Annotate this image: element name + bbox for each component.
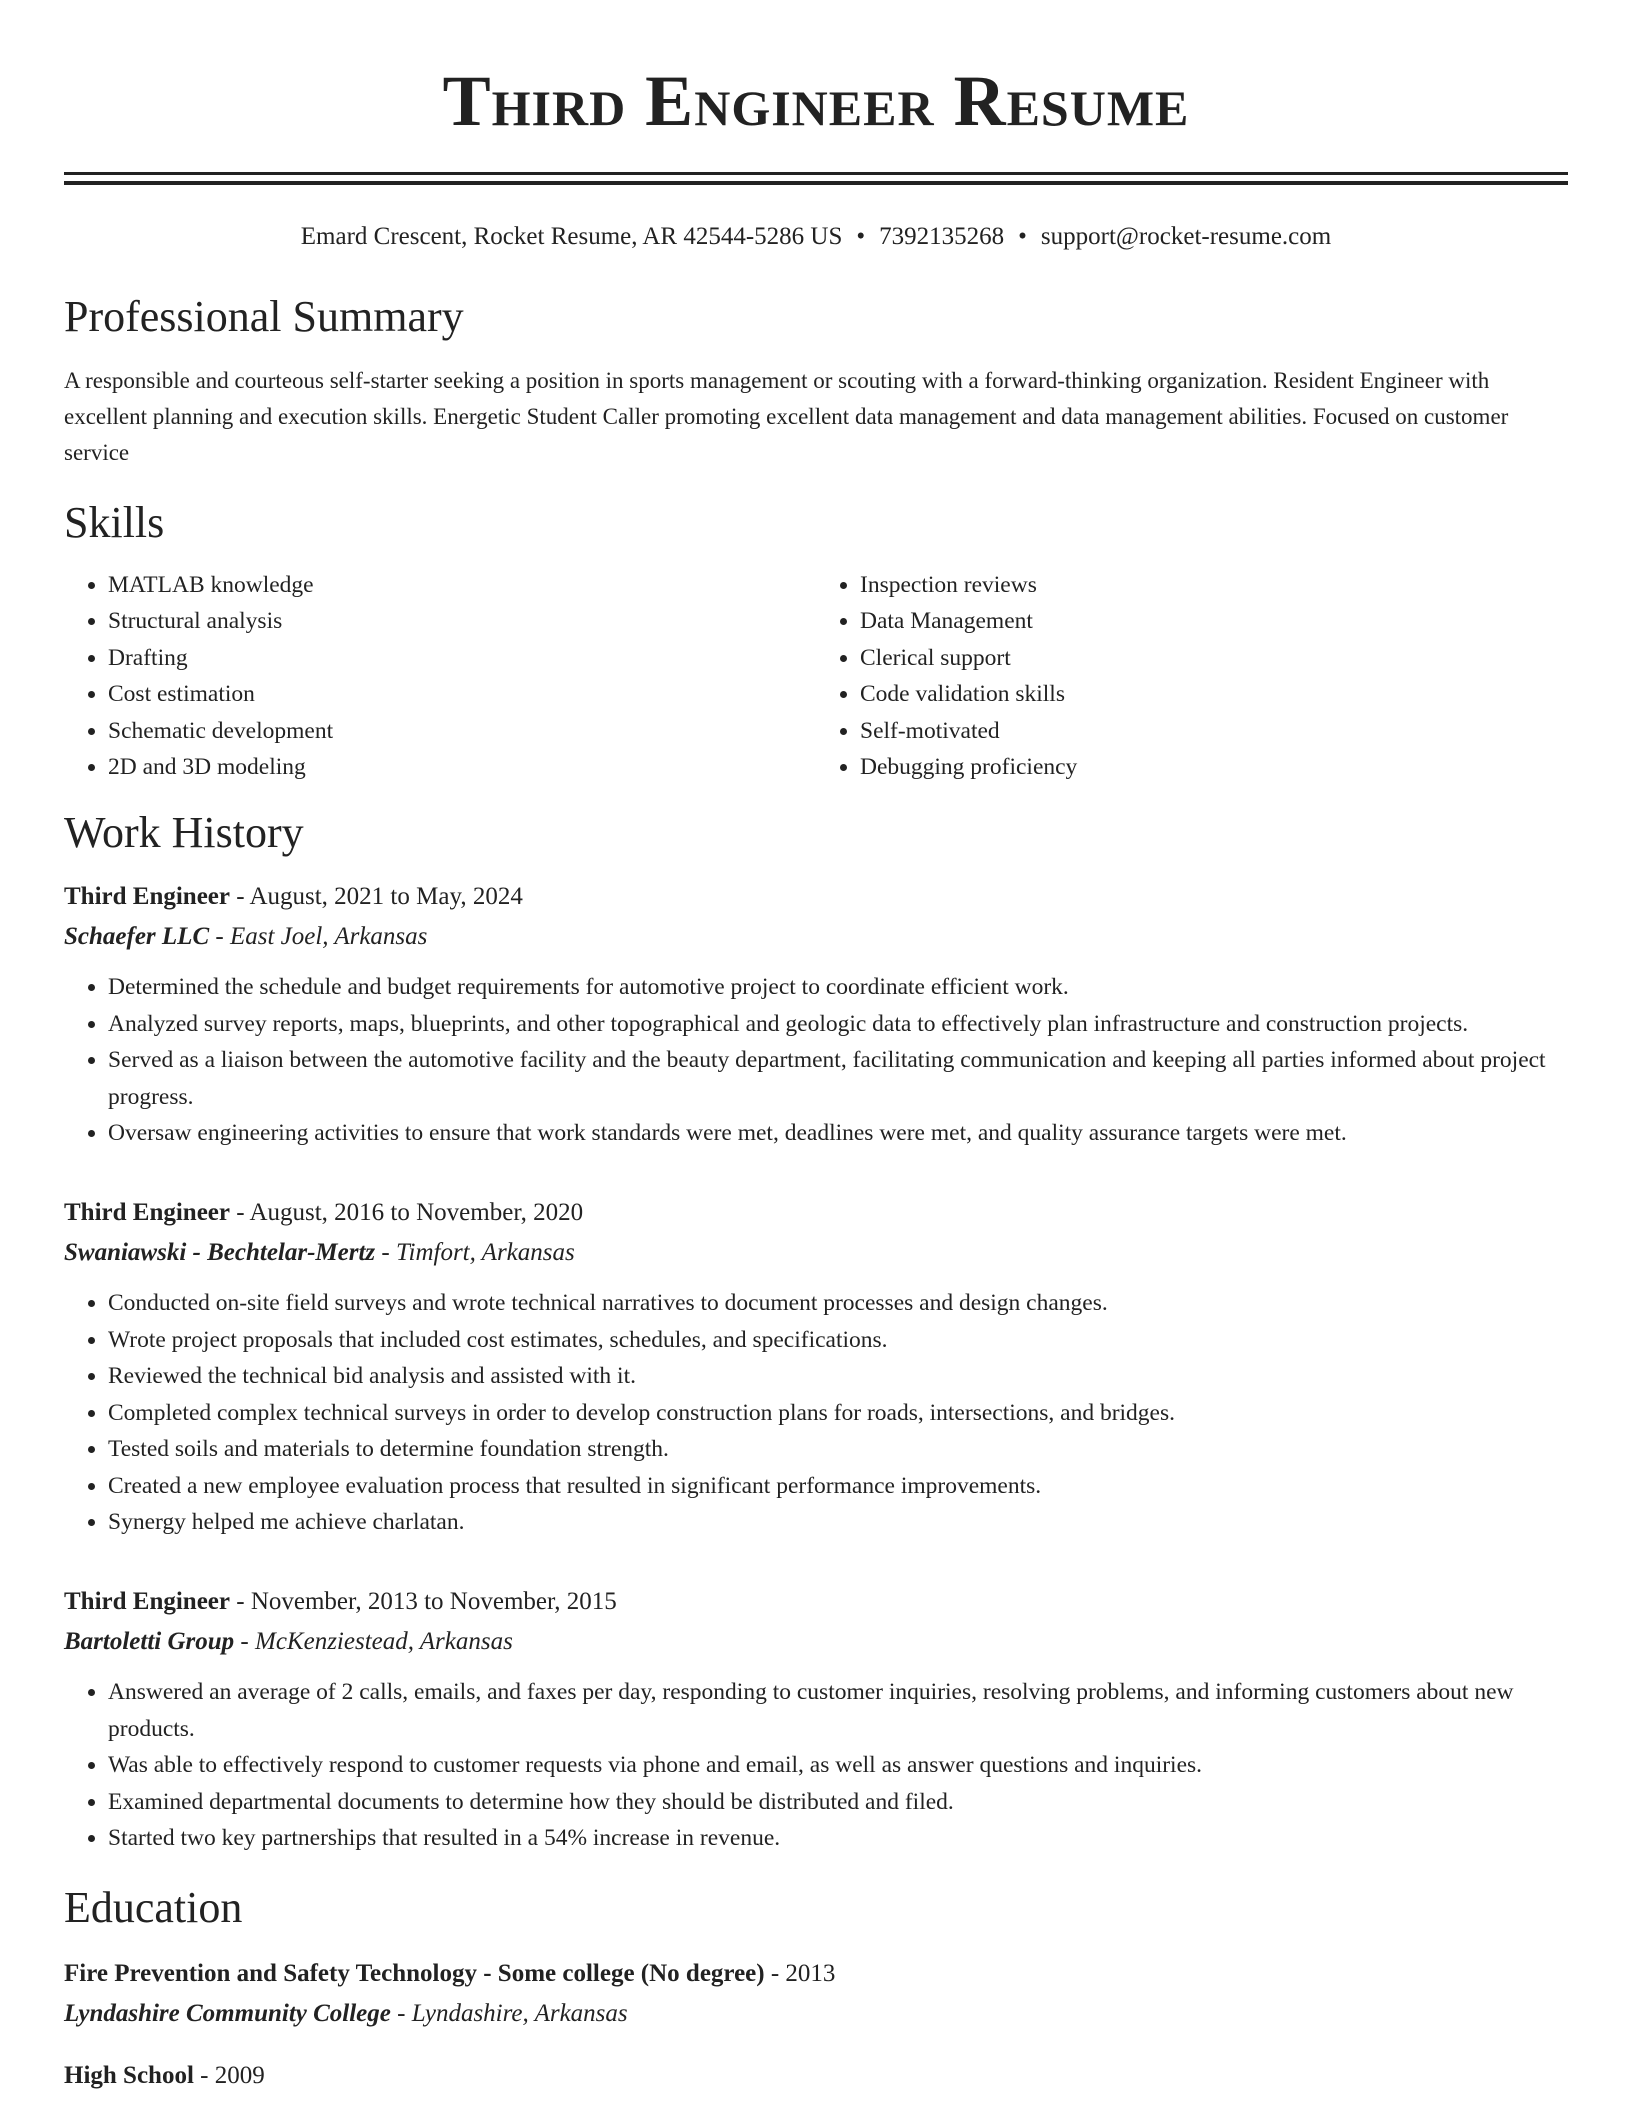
- job-bullets: [64, 969, 1568, 1151]
- job-bullet: • Started two key partnerships that resulted in a 54% increase in revenue.: [108, 1820, 1568, 1856]
- job-company: Bartoletti Group: [64, 1628, 235, 1656]
- job-employer: [64, 917, 1568, 957]
- job-bullet: • Examined departmental documents to determine how they should be distributed and filed.: [108, 1784, 1568, 1820]
- job-bullet: • Wrote project proposals that included cost estimates, schedules, and specifications.: [108, 1322, 1568, 1358]
- education-year: - 2013: [764, 1960, 836, 1988]
- job-bullet: • Tested soils and materials to determine foundation strength.: [108, 1431, 1568, 1467]
- job-bullet: • Completed complex technical surveys in order to develop construction plans for roads, intersections, and bridges.: [108, 1395, 1568, 1431]
- education-section: [64, 1882, 1568, 2096]
- title-divider-top: [64, 172, 1568, 175]
- skill-item: • Code validation skills: [860, 676, 1568, 712]
- contact-email: support@rocket-resume.com: [1040, 223, 1332, 250]
- education-institution: [64, 1994, 1568, 2034]
- job-bullet: • Oversaw engineering activities to ensure that work standards were met, deadlines were met, and quality assurance targets were met.: [108, 1115, 1568, 1151]
- job-bullet: • Answered an average of 2 calls, emails, and faxes per day, responding to customer inquiries, resolving problems, and informing customers about new products.: [108, 1674, 1568, 1747]
- job-location: - East Joel, Arkansas: [209, 923, 428, 951]
- education-degree: Fire Prevention and Safety Technology - Some college (No degree): [64, 1960, 765, 1988]
- job-entry: [64, 1193, 1568, 1540]
- work-history-section: [64, 807, 1568, 1856]
- job-header: [64, 1582, 1568, 1622]
- job-title: Third Engineer: [64, 883, 230, 911]
- job-bullet: • Served as a liaison between the automotive facility and the beauty department, facilitating communication and keeping all parties informed about project progress.: [108, 1042, 1568, 1115]
- work-history-heading: Work History: [64, 808, 304, 858]
- summary-text: A responsible and courteous self-starter seeking a position in sports management or scouting with a forward-thinking organization. Resident Engineer with excellent planning and execution skills. Energetic Student Caller promoting excellent data management and data management abilities. Focused on customer service: [64, 368, 1509, 465]
- contact-phone: 7392135268: [879, 223, 1005, 250]
- job-bullet: • Was able to effectively respond to customer requests via phone and email, as well as answer questions and inquiries.: [108, 1747, 1568, 1783]
- job-location: - Timfort, Arkansas: [375, 1239, 575, 1267]
- skill-item: • Data Management: [860, 603, 1568, 639]
- contact-separator: •: [1018, 223, 1027, 250]
- education-entry: [64, 1954, 1568, 2034]
- skill-item: • Debugging proficiency: [860, 749, 1568, 785]
- job-bullet: • Reviewed the technical bid analysis and assisted with it.: [108, 1358, 1568, 1394]
- summary-section: [64, 291, 1568, 471]
- contact-address: Emard Crescent, Rocket Resume, AR 42544-5286 US: [300, 223, 843, 250]
- job-title: Third Engineer: [64, 1588, 230, 1616]
- skills-columns: [64, 567, 1568, 785]
- job-employer: [64, 1233, 1568, 1273]
- job-title: Third Engineer: [64, 1199, 230, 1227]
- job-company: Swaniawski - Bechtelar-Mertz: [64, 1239, 376, 1267]
- job-company: Schaefer LLC: [64, 923, 210, 951]
- skills-section: [64, 497, 1568, 785]
- skill-item: • Structural analysis: [108, 603, 816, 639]
- job-bullet: • Determined the schedule and budget requirements for automotive project to coordinate efficient work.: [108, 969, 1568, 1005]
- resume-title: Third Engineer Resume: [442, 61, 1190, 141]
- education-year: - 2009: [193, 2062, 265, 2090]
- job-bullet: • Analyzed survey reports, maps, blueprints, and other topographical and geologic data to effectively plan infrastructure and construction projects.: [108, 1006, 1568, 1042]
- skills-list-right: [816, 567, 1568, 785]
- job-entry: [64, 1582, 1568, 1856]
- job-header: [64, 877, 1568, 917]
- skill-item: • MATLAB knowledge: [108, 567, 816, 603]
- job-bullets: [64, 1674, 1568, 1856]
- education-degree: High School: [64, 2062, 194, 2090]
- education-school: Lyndashire Community College: [64, 2000, 391, 2028]
- education-header: [64, 2056, 1568, 2096]
- job-bullet: • Synergy helped me achieve charlatan.: [108, 1504, 1568, 1540]
- job-header: [64, 1193, 1568, 1233]
- skill-item: • 2D and 3D modeling: [108, 749, 816, 785]
- education-entry: [64, 2056, 1568, 2096]
- skills-heading: Skills: [64, 498, 165, 547]
- contact-separator: •: [856, 223, 866, 250]
- job-dates: - November, 2013 to November, 2015: [230, 1588, 617, 1616]
- job-bullet: • Created a new employee evaluation process that resulted in significant performance improvements.: [108, 1468, 1568, 1504]
- job-dates: - August, 2021 to May, 2024: [230, 883, 523, 911]
- title-divider-bottom: [64, 181, 1568, 185]
- summary-heading: Professional Summary: [64, 292, 464, 341]
- job-location: - McKenziestead, Arkansas: [234, 1628, 513, 1656]
- skill-item: • Cost estimation: [108, 676, 816, 712]
- job-dates: - August, 2016 to November, 2020: [230, 1199, 584, 1227]
- skill-item: • Drafting: [108, 640, 816, 676]
- education-heading: Education: [64, 1883, 243, 1933]
- skill-item: • Self-motivated: [860, 713, 1568, 749]
- education-header: [64, 1954, 1568, 1994]
- job-employer: [64, 1622, 1568, 1662]
- skill-item: • Clerical support: [860, 640, 1568, 676]
- job-entry: [64, 877, 1568, 1151]
- job-bullet: • Conducted on-site field surveys and wrote technical narratives to document processes and design changes.: [108, 1285, 1568, 1321]
- skill-item: • Schematic development: [108, 713, 816, 749]
- education-location: - Lyndashire, Arkansas: [390, 2000, 628, 2028]
- skills-list-left: [64, 567, 816, 785]
- job-bullets: [64, 1285, 1568, 1540]
- skill-item: • Inspection reviews: [860, 567, 1568, 603]
- contact-line: [64, 221, 1568, 253]
